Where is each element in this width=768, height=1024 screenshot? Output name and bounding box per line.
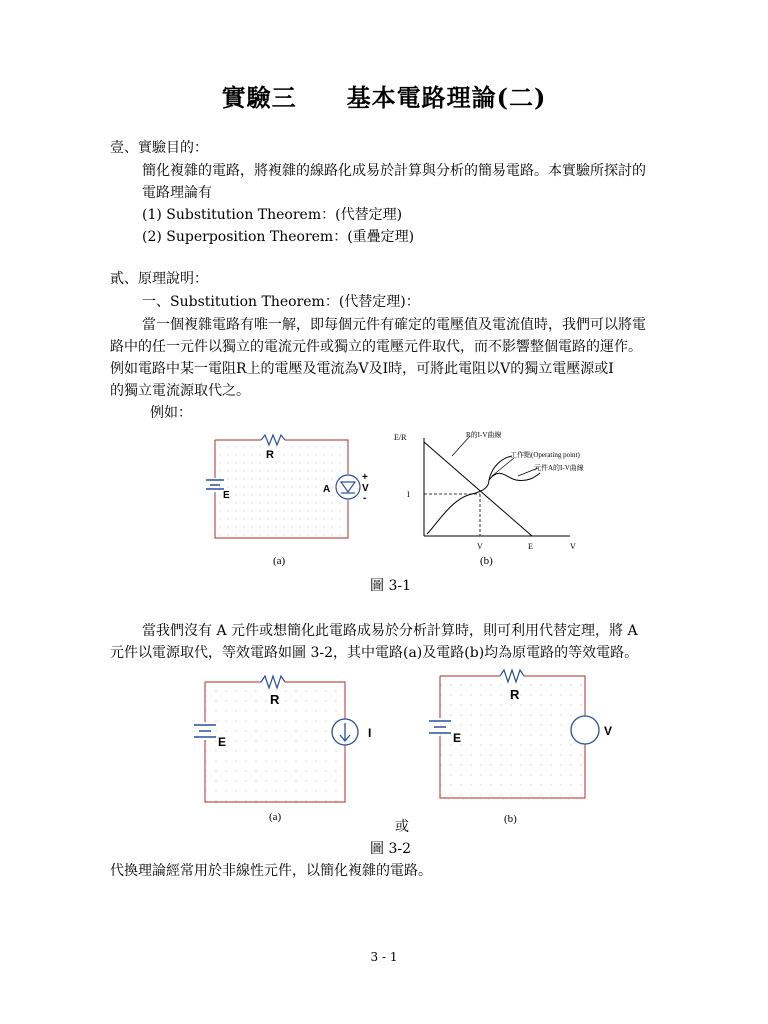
- source-label: E: [218, 735, 227, 749]
- figure1-graph-b: [392, 428, 592, 568]
- source-label: E: [453, 731, 462, 745]
- section2-para-line4: 的獨立電流源取代之。: [110, 383, 250, 399]
- section1-para-line1: 簡化複雜的電路，將複雜的線路化成易於計算與分析的簡易電路。本實驗所探討的: [142, 163, 646, 179]
- resistor-label: R: [270, 692, 280, 707]
- section2-para-line3: 例如電路中某一電阻R上的電壓及電流為V及I時，可將此電阻以V的獨立電壓源或I: [110, 361, 614, 377]
- figure2-label: 圖 3-2: [370, 841, 411, 857]
- voltage-label: V: [362, 483, 369, 494]
- minus-sign: -: [363, 493, 367, 504]
- a-curve-label: 元件A的I-V曲線: [534, 464, 584, 472]
- plus-sign: +: [362, 472, 368, 483]
- emf-tick-label: E: [528, 542, 533, 551]
- example-label: 例如：: [150, 405, 192, 421]
- resistor-label: R: [266, 449, 274, 461]
- figure1-caption-b: (b): [480, 555, 493, 567]
- section2-para-line1: 當一個複雜電路有唯一解，即每個元件有確定的電壓值及電流值時，我們可以將電: [142, 317, 646, 333]
- theorem-item-1: (1) Substitution Theorem：(代替定理): [142, 207, 403, 223]
- para2-line1: 當我們沒有 A 元件或想簡化此電路成易於分析計算時，則可利用代替定理，將 A: [142, 623, 638, 639]
- or-text: 或: [395, 819, 409, 835]
- figure1-circuit-a: [195, 430, 385, 580]
- r-curve-label: R的I-V曲線: [466, 431, 502, 439]
- page-title: 實驗三 基本電路理論(二): [221, 83, 547, 112]
- source-label: E: [223, 490, 230, 501]
- section1-heading: 壹、實驗目的：: [110, 140, 208, 156]
- voltage-tick-label: V: [477, 542, 483, 551]
- figure2-circuit-b: [420, 664, 620, 826]
- resistor-label: R: [510, 687, 520, 702]
- figure1-label: 圖 3-1: [370, 578, 411, 594]
- x-axis-label: V: [570, 542, 576, 551]
- figure2-caption-a: (a): [269, 811, 282, 823]
- section1-para-line2: 電路理論有: [142, 185, 212, 201]
- figure2-caption-b: (b): [504, 813, 517, 825]
- y-axis-label: E/R: [394, 433, 407, 442]
- current-label: I: [368, 726, 372, 740]
- voltage-source-symbol: [571, 716, 599, 744]
- para2-line2: 元件以電源取代，等效電路如圖 3-2，其中電路(a)及電路(b)均為原電路的等效電路。: [110, 645, 639, 661]
- element-a-curve-tail: [489, 473, 540, 481]
- section2-subheading: 一、Substitution Theorem：(代替定理)：: [142, 294, 420, 310]
- current-tick-label: I: [407, 490, 410, 499]
- theorem-item-2: (2) Superposition Theorem：(重疊定理): [142, 229, 415, 245]
- figure2-circuit-a: [185, 670, 372, 830]
- section2-para-line2: 路中的任一元件以獨立的電流元件或獨立的電壓元件取代，而不影響整個電路的運作。: [110, 339, 642, 355]
- page-number: 3 - 1: [370, 950, 398, 964]
- figure1-caption-a: (a): [273, 555, 286, 567]
- element-label: A: [323, 484, 331, 495]
- operating-point-label: 工作點(Operating point): [510, 451, 580, 459]
- element-a-curve: [427, 456, 512, 534]
- voltage-label: V: [604, 724, 613, 738]
- conclusion-text: 代換理論經常用於非線性元件，以簡化複雜的電路。: [110, 863, 432, 879]
- section2-heading: 貳、原理說明：: [110, 271, 208, 287]
- leader-line: [452, 436, 470, 456]
